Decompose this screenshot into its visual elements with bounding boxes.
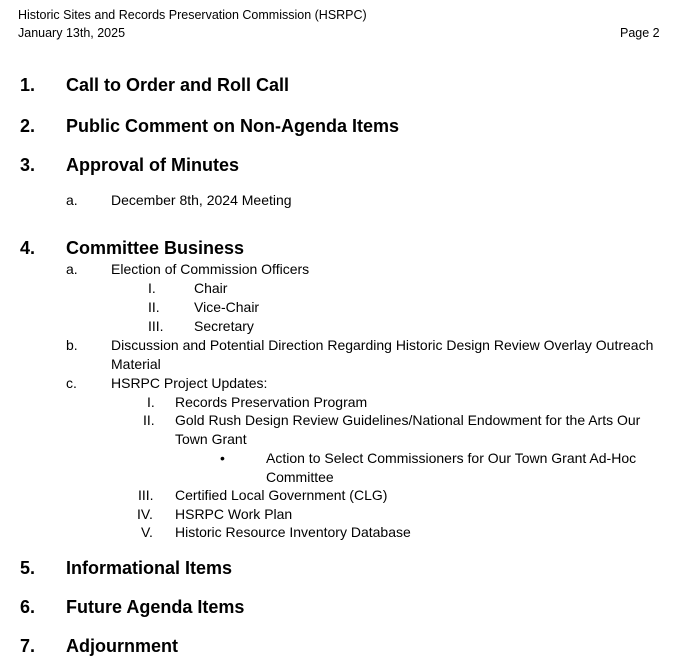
item4-c-sub-marker: I. <box>147 394 155 410</box>
item4-c-sub-marker: IV. <box>137 506 153 522</box>
item4-c-sub-marker: II. <box>143 412 155 428</box>
agenda-title-5: Informational Items <box>66 558 233 578</box>
agenda-title-7: Adjournment <box>66 636 178 656</box>
agenda-title-3: Approval of Minutes <box>66 155 240 175</box>
agenda-title-6: Future Agenda Items <box>66 597 245 617</box>
item3-a-marker: a. <box>66 192 78 208</box>
agenda-number-5: 5. <box>20 558 36 578</box>
item4-b-text-line2: Material <box>111 356 161 372</box>
item4-c-sub-text-line1: Gold Rush Design Review Guidelines/National Endowment for the Arts Our <box>175 412 641 428</box>
page-number: Page 2 <box>620 26 660 40</box>
item4-c-sub-marker: V. <box>141 524 153 540</box>
item4-a-sub-text: Chair <box>194 280 228 296</box>
item4-a-text: Election of Commission Officers <box>111 261 310 277</box>
item4-b-marker: b. <box>66 337 78 353</box>
item4-a-sub-marker: II. <box>148 299 160 315</box>
agenda-number-7: 7. <box>20 636 36 656</box>
item4-c-sub-text: HSRPC Work Plan <box>175 506 293 522</box>
agenda-number-1: 1. <box>20 75 36 95</box>
item4-a-marker: a. <box>66 261 78 277</box>
agenda-title-1: Call to Order and Roll Call <box>66 75 290 95</box>
item4-c-sub-text-line2: Town Grant <box>175 431 247 447</box>
item4-a-sub-text: Secretary <box>194 318 254 334</box>
item4-c-text: HSRPC Project Updates: <box>111 375 268 391</box>
agenda-number-2: 2. <box>20 116 36 136</box>
item3-a-text: December 8th, 2024 Meeting <box>111 192 292 208</box>
meeting-date: January 13th, 2025 <box>18 26 126 40</box>
item4-c-bullet-text-line2: Committee <box>266 469 334 485</box>
item4-a-sub-marker: III. <box>148 318 164 334</box>
agenda-title-2: Public Comment on Non-Agenda Items <box>66 116 400 136</box>
item4-c-bullet-text-line1: Action to Select Commissioners for Our Town Grant Ad-Hoc <box>266 450 637 466</box>
agenda-number-3: 3. <box>20 155 36 175</box>
agenda-number-6: 6. <box>20 597 36 617</box>
item4-a-sub-text: Vice-Chair <box>194 299 260 315</box>
item4-c-sub-marker: III. <box>138 487 154 503</box>
item4-c-sub-text: Historic Resource Inventory Database <box>175 524 411 540</box>
item4-a-sub-marker: I. <box>148 280 156 296</box>
item4-c-marker: c. <box>66 375 77 391</box>
agenda-number-4: 4. <box>20 238 36 258</box>
item4-c-bullet-marker: • <box>220 450 225 466</box>
item4-c-sub-text: Records Preservation Program <box>175 394 368 410</box>
organization-name: Historic Sites and Records Preservation Commission (HSRPC) <box>18 8 367 22</box>
agenda-title-4: Committee Business <box>66 238 245 258</box>
item4-c-sub-text: Certified Local Government (CLG) <box>175 487 388 503</box>
item4-b-text-line1: Discussion and Potential Direction Regarding Historic Design Review Overlay Outreach <box>111 337 654 353</box>
